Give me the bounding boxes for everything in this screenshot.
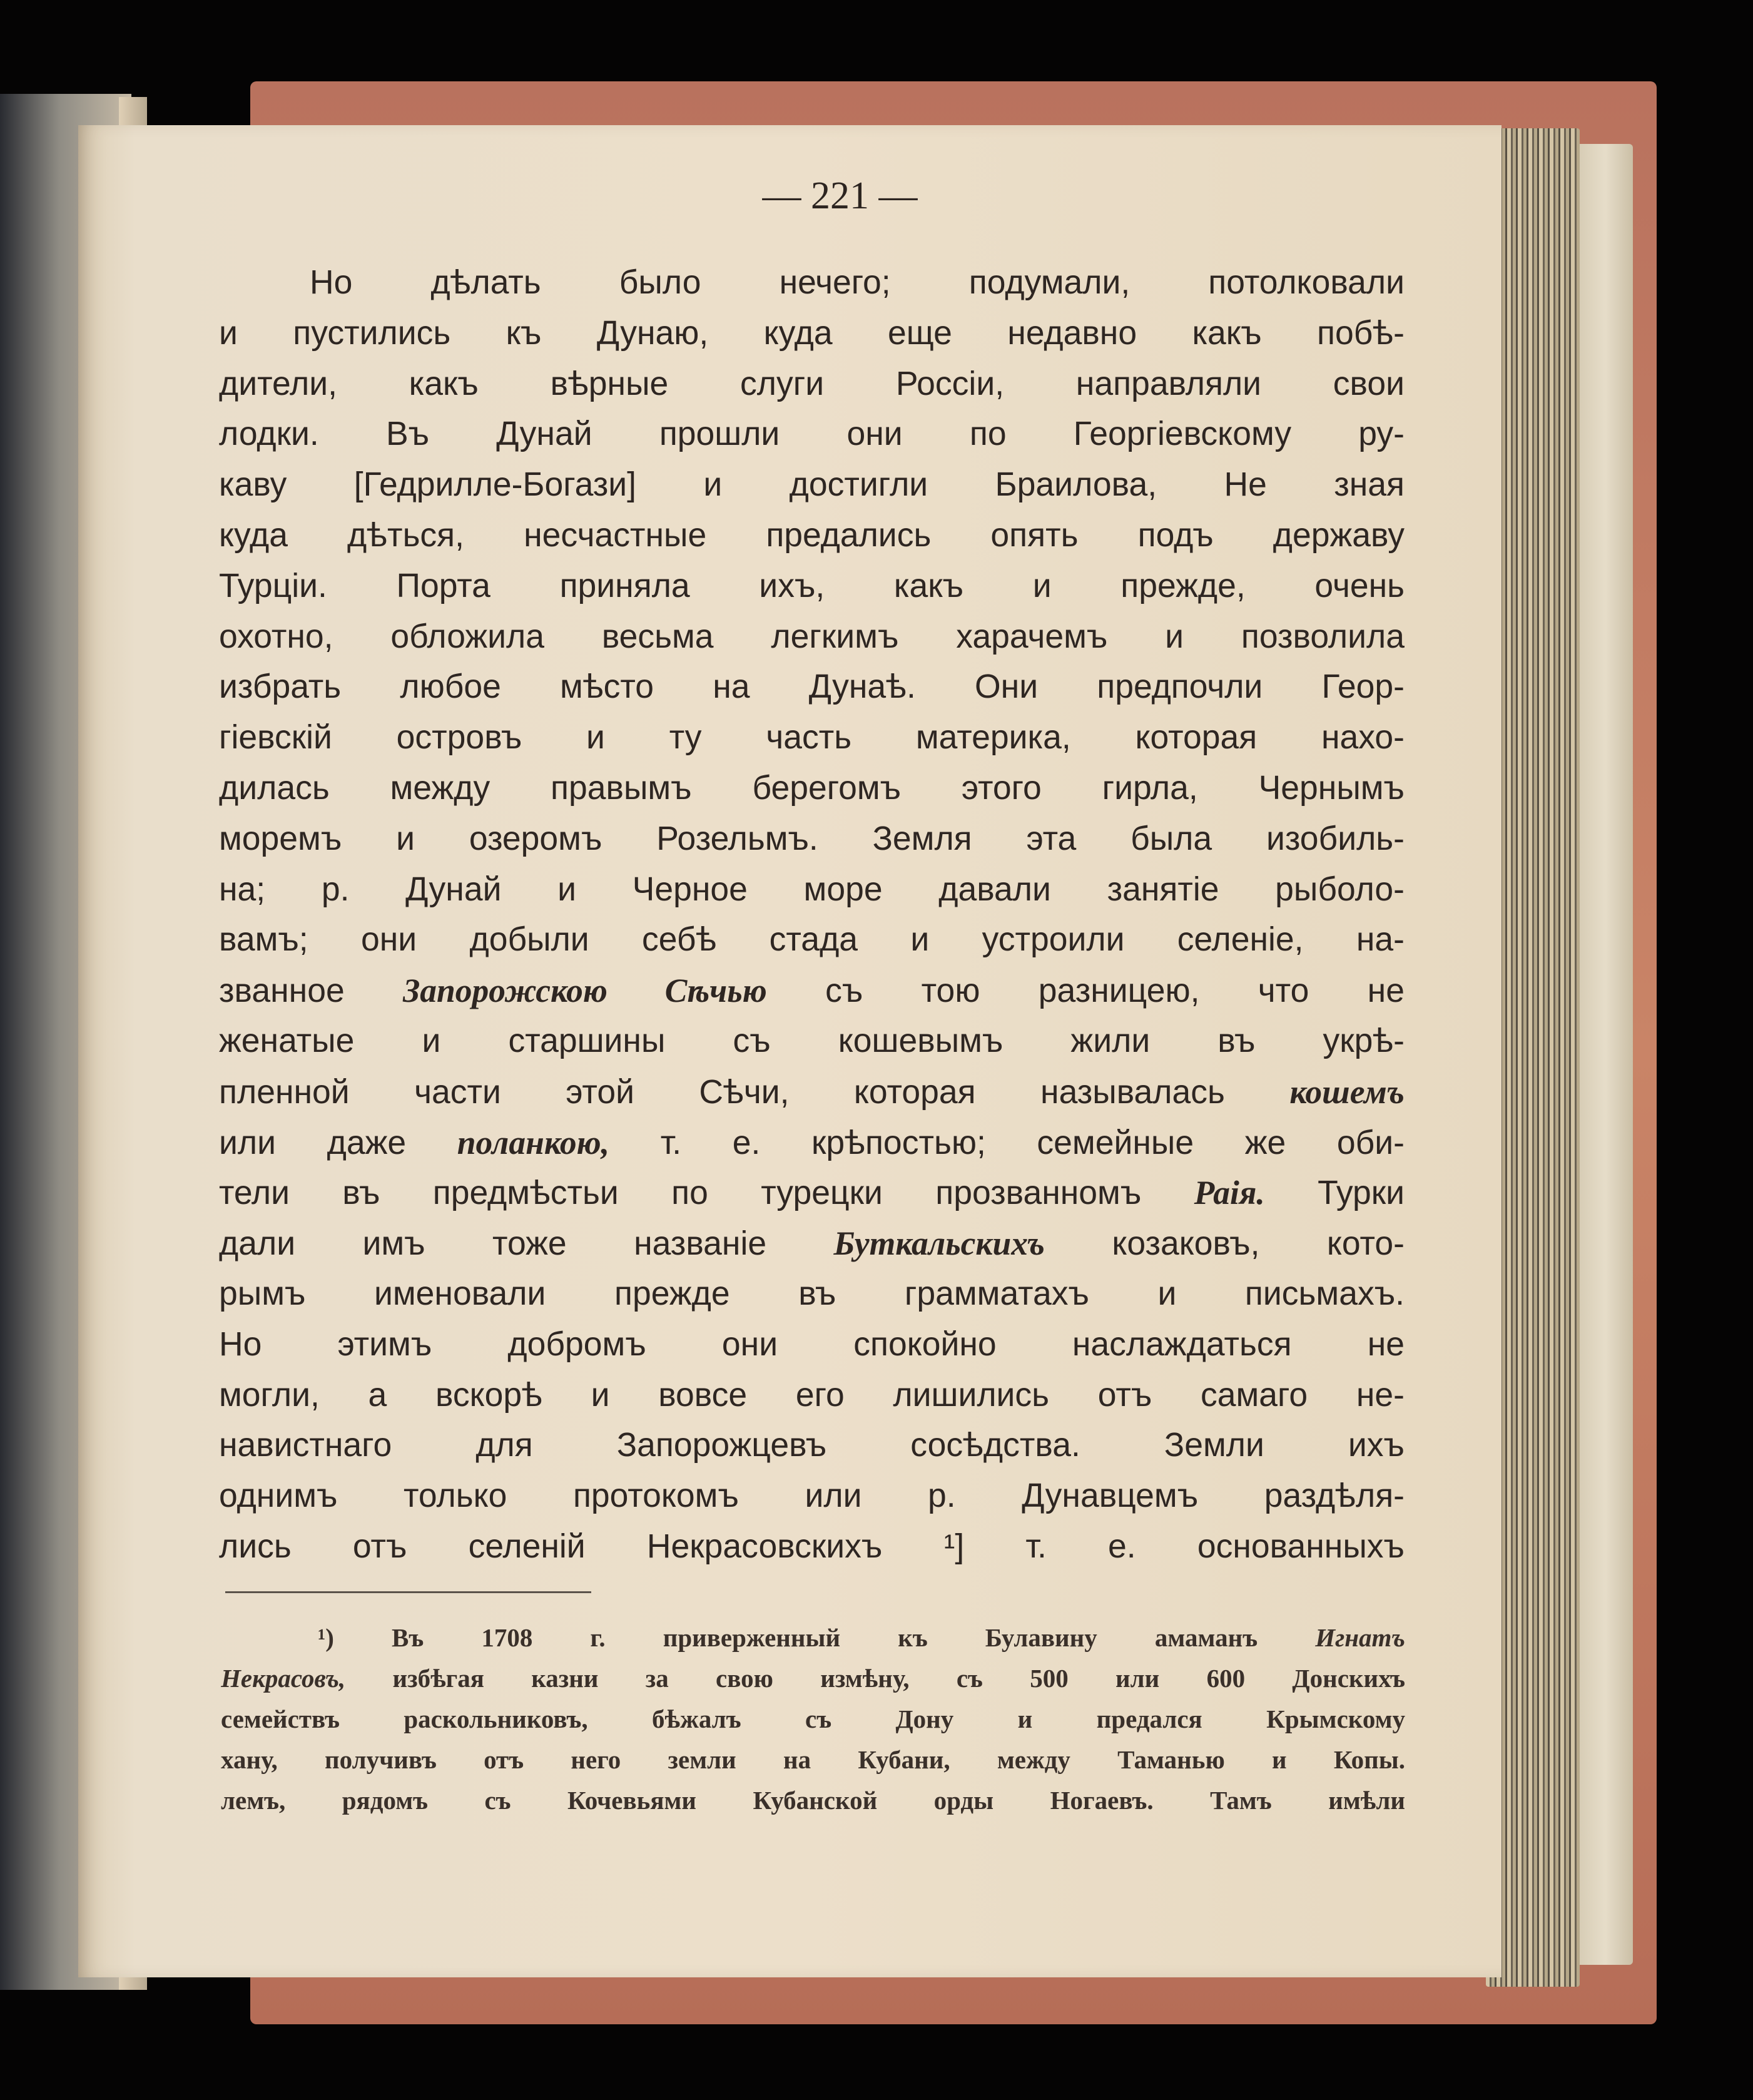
text-line: охотно, обложила весьма легкимъ харачемъ и позволила [219,618,1405,655]
text-line-segment: козаковъ, кото- [1044,1225,1405,1263]
footnote-rule [225,1591,591,1593]
text-line: гіевскій островъ и ту часть материка, которая нахо- [219,719,1405,757]
page-number-row [78,174,1501,218]
footnote-line-italic: Некрасовъ, [221,1664,346,1693]
text-line [219,1168,1405,1218]
text-line-segment: дали имъ тоже названіе [219,1225,834,1263]
page-number: — 221 — [762,175,918,217]
footnote-line [221,1618,1405,1658]
text-line: лись отъ селеній Некрасовскихъ ¹] т. е. основанныхъ [219,1527,1405,1565]
text-line: Турціи. Порта приняла ихъ, какъ и прежде, очень [219,567,1405,604]
text-line-segment: пленной части этой Сѣчи, которая называлась [219,1073,1290,1111]
text-line: рымъ именовали прежде въ грамматахъ и письмахъ. [219,1275,1405,1312]
footnote-line [221,1658,1405,1699]
text-line [219,1067,1405,1118]
footnote-line: семействъ раскольниковъ, бѣжалъ съ Дону и предался Крымскому [221,1705,1405,1733]
text-line: могли, а вскорѣ и вовсе его лишились отъ самаго не- [219,1376,1405,1414]
footnote-line: хану, получивъ отъ него земли на Кубани, между Таманью и Копы. [221,1745,1405,1774]
text-line: куда дѣться, несчастные предались опять подъ державу [219,516,1405,554]
text-line: дители, какъ вѣрные слуги Россіи, направляли свои [219,365,1405,402]
body-text [219,258,1405,1572]
text-line-italic: Буткальскихъ [833,1225,1045,1263]
text-line-segment: или даже [219,1124,457,1161]
text-line: навистнаго для Запорожцевъ сосѣдства. Земли ихъ [219,1427,1405,1464]
text-line-italic: Раія. [1194,1174,1265,1212]
text-line: на; р. Дунай и Черное море давали занятіе рыболо- [219,870,1405,908]
text-line-segment: съ тою разницею, что не [766,972,1405,1010]
text-line: женатые и старшины съ кошевымъ жили въ укрѣ- [219,1022,1405,1059]
footnote-line-italic: Игнатъ [1315,1623,1405,1652]
footnote-line-segment: ¹) Въ 1708 г. приверженный къ Булавину амаманъ [318,1623,1316,1652]
text-line: моремъ и озеромъ Розельмъ. Земля эта была изобиль- [219,820,1405,857]
text-line: лодки. Въ Дунай прошли они по Георгіевскому ру- [219,415,1405,453]
text-line: Но дѣлать было нечего; подумали, потолковали [310,264,1405,301]
text-line-italic: Запорожскою Сѣчью [403,972,767,1010]
text-line: дилась между правымъ берегомъ этого гирла, Чернымъ [219,769,1405,807]
text-line: каву [Гедрилле-Богази] и достигли Браилова, Не зная [219,466,1405,504]
text-line-italic: кошемъ [1289,1073,1405,1111]
footnote-line-segment: избѣгая казни за свою измѣну, съ 500 или 600 Донскихъ [345,1664,1405,1693]
text-line-segment: Турки [1264,1175,1405,1212]
text-line: Но этимъ добромъ они спокойно наслаждаться не [219,1325,1405,1363]
text-line-segment: т. е. крѣпостью; семейные же оби- [609,1124,1405,1161]
book-page [78,125,1501,1977]
footnote [221,1618,1405,1821]
text-line-italic: поланкою, [457,1123,610,1161]
text-line-segment: тели въ предмѣстьи по турецки прозванномъ [219,1175,1194,1212]
text-line: и пустились къ Дунаю, куда еще недавно какъ побѣ- [219,314,1405,352]
text-line [219,1118,1405,1168]
text-line [219,1218,1405,1269]
text-line: вамъ; они добыли себѣ стада и устроили селеніе, на- [219,921,1405,959]
text-line: однимъ только протокомъ или р. Дунавцемъ раздѣля- [219,1477,1405,1515]
text-line: избрать любое мѣсто на Дунаѣ. Они предпочли Геор- [219,668,1405,706]
footnote-line: лемъ, рядомъ съ Кочевьями Кубанской орды Ногаевъ. Тамъ имѣли [221,1786,1405,1815]
text-line-segment: званное [219,972,404,1010]
text-line [219,966,1405,1016]
